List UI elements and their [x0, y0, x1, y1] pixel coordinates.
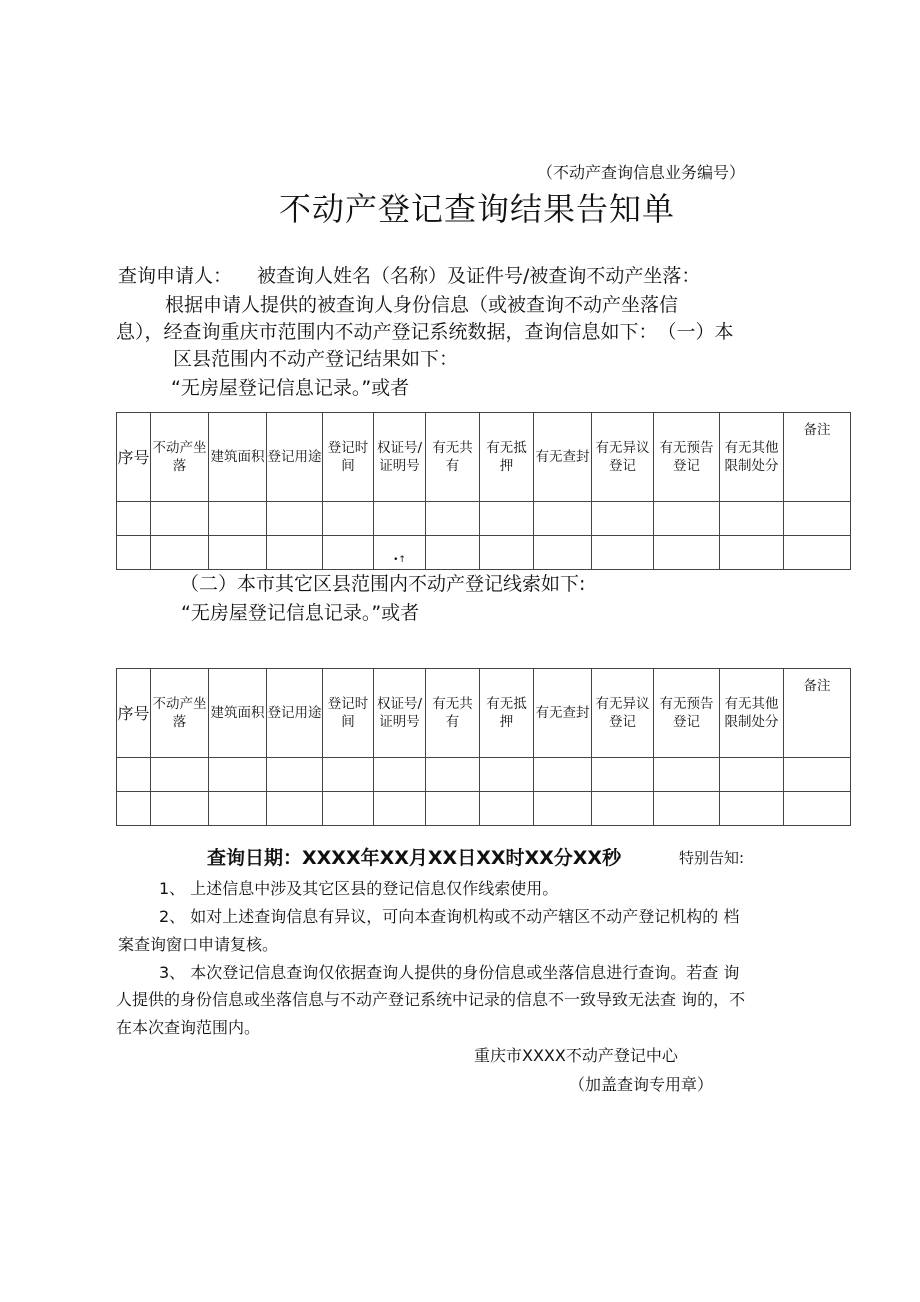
col-header-seizure: 有无查封 — [534, 669, 592, 758]
col-header-mortgage: 有无抵押 — [480, 413, 534, 502]
subject-label: 被查询人姓名（名称）及证件号/被查询不动产坐落： — [257, 265, 701, 287]
issuing-authority: 重庆市XXXX不动产登记中心 — [474, 1046, 678, 1065]
col-header-remarks: 备注 — [784, 413, 851, 502]
col-header-co-owner: 有无共有 — [426, 413, 480, 502]
seal-note: （加盖查询专用章） — [569, 1075, 714, 1094]
table-row — [117, 758, 851, 792]
note-2-line-1: 2、 如对上述查询信息有异议，可向本查询机构或不动产辖区不动产登记机构的 档 — [159, 907, 740, 926]
business-number-label: （不动产查询信息业务编号） — [537, 163, 746, 182]
table-row — [117, 536, 851, 570]
col-header-location: 不动产坐落 — [151, 413, 209, 502]
col-header-other-limits: 有无其他限制处分 — [720, 413, 784, 502]
col-header-area: 建筑面积 — [209, 669, 267, 758]
col-header-objection: 有无异议登记 — [592, 669, 654, 758]
col-header-advance-reg: 有无预告登记 — [654, 413, 720, 502]
col-header-remarks: 备注 — [784, 669, 851, 758]
col-header-other-limits: 有无其他限制处分 — [720, 669, 784, 758]
intro-line-1: 根据申请人提供的被查询人身份信息（或被查询不动产坐落信 — [165, 294, 679, 316]
table-header-row — [117, 669, 851, 758]
special-notice-label: 特别告知: — [679, 849, 745, 867]
col-header-mortgage: 有无抵押 — [480, 669, 534, 758]
no-record-text-1: “无房屋登记信息记录。”或者 — [171, 377, 410, 399]
col-header-reg-time: 登记时间 — [323, 669, 374, 758]
col-header-usage: 登记用途 — [267, 413, 323, 502]
no-record-text-2: “无房屋登记信息记录。”或者 — [181, 602, 420, 624]
stray-mark: •↑ — [393, 555, 406, 565]
note-3-line-3: 在本次查询范围内。 — [116, 1018, 261, 1037]
intro-line-2: 息），经查询重庆市范围内不动产登记系统数据，查询信息如下： （一）本 — [116, 321, 734, 343]
query-date: 查询日期：XXXX年XX月XX日XX时XX分XX秒 — [207, 847, 622, 869]
results-table-other-districts — [116, 668, 851, 826]
col-header-location: 不动产坐落 — [151, 669, 209, 758]
col-header-area: 建筑面积 — [209, 413, 267, 502]
note-1: 1、 上述信息中涉及其它区县的登记信息仅作线索使用。 — [159, 879, 559, 898]
note-3-line-2: 人提供的身份信息或坐落信息与不动产登记系统中记录的信息不一致导致无法查 询的，不 — [116, 990, 746, 1009]
col-header-usage: 登记用途 — [267, 669, 323, 758]
table-header-row — [117, 413, 851, 502]
document-title: 不动产登记查询结果告知单 — [279, 190, 676, 228]
col-header-seizure: 有无查封 — [534, 413, 592, 502]
section2-heading: （二）本市其它区县范围内不动产登记线索如下: — [180, 573, 586, 595]
col-header-advance-reg: 有无预告登记 — [654, 669, 720, 758]
col-header-cert-no: 权证号/证明号 — [374, 413, 426, 502]
note-2-line-2: 案查询窗口申请复核。 — [118, 935, 279, 954]
col-header-reg-time: 登记时间 — [323, 413, 374, 502]
col-header-seq: 序号 — [117, 413, 151, 502]
applicant-label: 查询申请人： — [118, 265, 233, 287]
col-header-co-owner: 有无共有 — [426, 669, 480, 758]
results-table-local — [116, 412, 851, 570]
note-3-line-1: 3、 本次登记信息查询仅依据查询人提供的身份信息或坐落信息进行查询。若查 询 — [159, 963, 740, 982]
col-header-cert-no: 权证号/证明号 — [374, 669, 426, 758]
section1-heading: 区县范围内不动产登记结果如下： — [173, 348, 459, 370]
col-header-objection: 有无异议登记 — [592, 413, 654, 502]
col-header-seq: 序号 — [117, 669, 151, 758]
table-row — [117, 502, 851, 536]
table-row — [117, 792, 851, 826]
